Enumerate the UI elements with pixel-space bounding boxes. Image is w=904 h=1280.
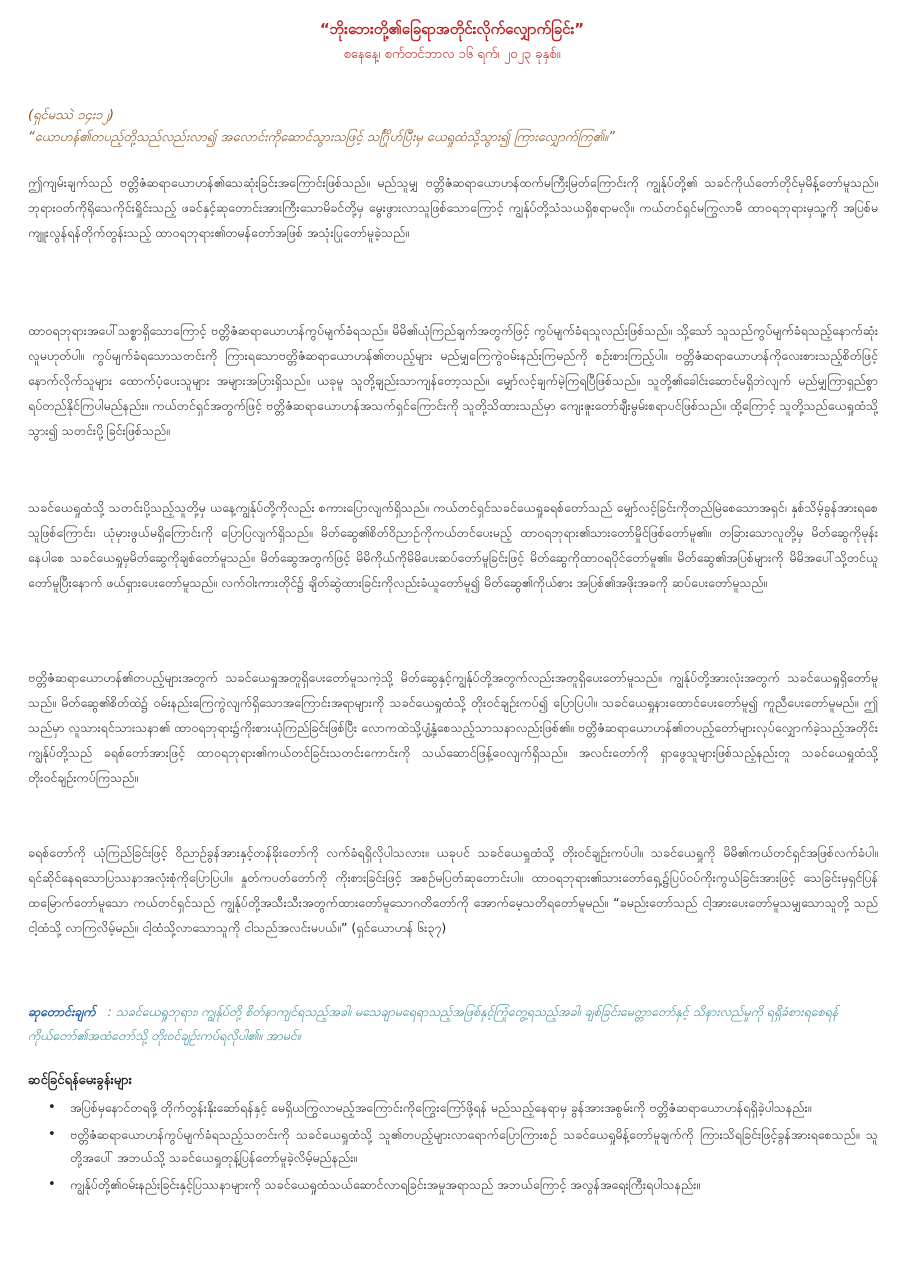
body-paragraph: ဤကျမ်းချက်သည် ဗတ္တိဇံဆရာယောဟန်၏သေဆုံးခြင်းအကြောင်းဖြစ်သည်။ မည်သူမျှ ဗတ္တိဇံဆရာယောဟန်ထက်မကြီးမြတ်ကြောင်းကို ကျွန်ုပ်တို့၏ သခင်ကိုယ်တော်တိုင်မှမိန့်တော်မူသည်။ ဘုရားဝတ်ကိုရိုသေကိုင်းရှိုင်းသည့် ဖခင်နှင့်ဆုတောင်းအားကြီးသောမိခင်တို့မှ မွေးဖွားလာသူဖြစ်သောကြောင့် ကျွန်ုပ်တို့သံသယရှိစရာမလို။ ကယ်တင်ရှင်မကြွလာမီ ထာဝရဘုရားမှသူ့ကို အပြစ်မကျူးလွန်ရန်တိုက်တွန်းသည့် ထာဝရဘုရား၏တမန်တော်အဖြစ် အသုံးပြုတော်မူခဲ့သည်။ xyxy=(28,175,878,240)
body-paragraph: ထာဝရဘုရားအပေါ်သစ္စာရှိသောကြောင့် ဗတ္တိဇံဆရာယောဟန်ကွပ်မျက်ခံရသည်။ မိမိ၏ယုံကြည်ချက်အတွက်ဖြင့် ကွပ်မျက်ခံရသူလည်းဖြစ်သည်။ သို့သော် သူသည်ကွပ်မျက်ခံရသည့်နောက်ဆုံးလူမဟုတ်ပါ။ ကွပ်မျက်ခံရသောသတင်းကို ကြားရသောဗတ္တိဇံဆရာယောဟန်၏တပည့်များ မည်မျှကြေကွဲဝမ်းနည်းကြမည်ကို စဉ်းစားကြည့်ပါ။ ဗတ္တိဇံဆရာယောဟန်ကိုလေးစားသည့်စိတ်ဖြင့် နောက်လိုက်သူများ ထောက်ပံ့ပေးသူများ အများအပြားရှိသည်။ ယခုမူ သူတို့ချည်းသာကျန်တော့သည်။ မျှော်လင့်ချက်မဲ့ကြရပြီဖြစ်သည်။ သူတို့၏ခေါင်းဆောင်မရှိဘဲလျက် မည်မျှကြာရှည်စွာ ရပ်တည်နိုင်ကြပါမည်နည်း။ ကယ်တင်ရှင်အတွက်ဖြင့် ဗတ္တိဇံဆရာယောဟန်အသက်ရှင်ကြောင်းကို သူတို့သိထားသည်မှာ ကျေးဇူးတော်ချီးမွမ်းစရာပင်ဖြစ်သည်။ ထို့ကြောင့် သူတို့သည်ယေရှုထံသို့သွား၍ သတင်းပို့ခြင်းဖြစ်သည်။ xyxy=(28,323,878,438)
prayer-label: ဆုတောင်းချက် xyxy=(28,1004,96,1019)
prayer-text: : သခင်ယေရှုဘုရား၊ ကျွန်ုပ်တို့ စိတ်နာကျင်ရသည့်အခါ၊ မသေချာမရေရာသည့်အဖြစ်နှင့်ကြုံတွေ့ရသည့်အခါ၊ ချစ်ခြင်းမေတ္တာတော်နှင့် သိနားလည်မှုကို ရရှိခံစားရစေရန် ကိုယ်တော်၏အထံတော်သို့ တိုးဝင်ချဉ်းကပ်ရလိုပါ၏။ အာမင်။ xyxy=(28,1004,839,1043)
bullet-icon: • xyxy=(48,1127,56,1142)
body-paragraph: ခရစ်တော်ကို ယုံကြည်ခြင်းဖြင့် ဝိညာဉ်ခွန်အားနှင့်တန်ခိုးတော်ကို လက်ခံရရှိလိုပါသလား။ ယခုပင် သခင်ယေရှုထံသို့ တိုးဝင်ချဉ်းကပ်ပါ။ သခင်ယေရှုကို မိမိ၏ကယ်တင်ရှင်အဖြစ်လက်ခံပါ။ ရင်ဆိုင်နေရသောပြဿနာအလုံးစုံကိုပြောပြပါ။ နှုတ်ကပတ်တော်ကို ကိုးစားခြင်းဖြင့် အစဉ်မပြတ်ဆုတောင်းပါ။ ထာဝရဘုရား၏သားတော်ရှေ့၌ပြပ်ဝပ်ကိုးကွယ်ခြင်းအားဖြင့် သေခြင်းမှရှင်ပြန်ထမြောက်တော်မူသော ကယ်တင်ရှင်သည် ကျွန်ုပ်တို့အသီးသီးအတွက်ထားတော်မူသောဂတိတော်ကို အောက်မေ့သတိရတော်မူမည်။ “ခမည်းတော်သည် ငါ့အားပေးတော်မူသမျှသောသူတို့ သည်ငါ့ထံသို့ လာကြလိမ့်မည်။ ငါ့ထံသို့လာသောသူကို ငါသည်အလင်းမပယ်။” (ရှင်ယောဟန် ၆း၃၇) xyxy=(28,845,878,935)
discussion-list xyxy=(28,1096,878,1196)
page-title: “ဘိုးဘေးတို့၏ခြေရာအတိုင်းလိုက်လျှောက်ခြင်း” xyxy=(319,20,585,38)
discussion-title: ဆင်ခြင်ရန်မေးခွန်းများ xyxy=(28,1073,132,1088)
prayer-block xyxy=(28,1000,878,1048)
page-header xyxy=(0,18,904,66)
bullet-icon: • xyxy=(48,1177,56,1192)
list-item xyxy=(28,1123,878,1169)
scripture-quote xyxy=(28,105,878,149)
page-date: စနေနေ့၊ စက်တင်ဘာလ ၁၆ ရက်၊ ၂၀၂၃ ခုနှစ်။ xyxy=(343,47,561,62)
question-text: ဗတ္တိဇံဆရာယောဟန်ကွပ်မျက်ခံရသည့်သတင်းကို သခင်ယေရှုထံသို့ သူ၏တပည့်များလာရောက်ပြောကြားစဉ် သခင်ယေရှုမိန့်တော်မူချက်ကို ကြားသိရခြင်းဖြင့်ခွန်အားရစေသည်။ သူတို့အပေါ် အဘယ်သို့ သခင်ယေရှုတုန့်ပြန်တော်မူခဲ့လိမ့်မည်နည်း။ xyxy=(70,1127,878,1165)
body-paragraph: ဗတ္တိဇံဆရာယောဟန်၏တပည့်များအတွက် သခင်ယေရှုအတူရှိပေးတော်မူသကဲ့သို့ မိတ်ဆွေနှင့်ကျွန်ုပ်တို့အတွက်လည်းအတူရှိပေးတော်မူသည်။ ကျွန်ုပ်တို့အားလုံးအတွက် သခင်ယေရှုရှိတော်မူသည်။ မိတ်ဆွေ၏စိတ်ထဲ၌ ဝမ်းနည်းကြေကွဲလျက်ရှိသောအကြောင်းအရာများကို သခင်ယေရှုထံသို့ တိုးဝင်ချဉ်းကပ်၍ ပြောပြပါ။ သခင်ယေရှုနားထောင်ပေးတော်မူ၍ ကူညီပေးတော်မူမည်။ ဤသည်မှာ လူသားရင်သားသနာ၏ ထာဝရဘုရား၌ကိုးစားယုံကြည်ခြင်းဖြစ်ပြီး လောကထဲသို့ပျံ့နှံ့စေသည့်သာသနာလည်းဖြစ်၏။ ဗတ္တိဇံဆရာယောဟန်၏တပည့်တော်များလုပ်လျှောက်ခဲ့သည့်အတိုင်း ကျွန်ုပ်တို့သည် ခရစ်တော်အားဖြင့် ထာဝရဘုရား၏ကယ်တင်ခြင်းသတင်းကောင်းကို သယ်ဆောင်ဖြန့်ဝေလျက်ရှိသည်။ အလင်းတော်ကို ရှာဖွေသူများဖြစ်သည့်နည်းတူ သခင်ယေရှုထံသို့ တိုးဝင်ချဉ်းကပ်ကြသည်။ xyxy=(28,670,878,785)
discussion-section xyxy=(28,1070,878,1200)
scripture-reference: (ရှင်မဿဲ ၁၄း၁၂) xyxy=(28,108,114,123)
question-text: အပြစ်မှနောင်တရဖို့ တိုက်တွန်းနိုးဆော်ရန်နှင့် မေရှိယကြွလာမည့်အကြောင်းကိုကြွေးကြော်ဖို့ရန် မည်သည့်နေရာမှ ခွန်အားအစွမ်းကို ဗတ္တိဇံဆရာယောဟန်ရရှိခဲ့ပါသနည်း။ xyxy=(70,1100,812,1115)
list-item xyxy=(28,1096,878,1119)
bullet-icon: • xyxy=(48,1100,56,1115)
question-text: ကျွန်ုပ်တို့၏ဝမ်းနည်းခြင်းနှင့်ပြဿနာများကို သခင်ယေရှုထံသယ်ဆောင်လာရခြင်းအမှုအရာသည် အဘယ်ကြောင့် အလွန်အရေးကြီးရပါသနည်း။ xyxy=(70,1177,701,1192)
list-item xyxy=(28,1173,878,1196)
body-paragraph: သခင်ယေရှုထံသို့ သတင်းပို့သည့်သူတို့မှ ယနေ့ကျွန်ုပ်တို့ကိုလည်း စကားပြောလျက်ရှိသည်။ ကယ်တင်ရှင်သခင်ယေရှုခရစ်တော်သည် မျှော်လင့်ခြင်းကိုတည်မြဲစေသောအရှင်၊ နှစ်သိမ့်ခွန်အားရစေသူဖြစ်ကြောင်း၊ ယုံမှားဖွယ်မရှိကြောင်းကို ပြောပြလျက်ရှိသည်။ မိတ်ဆွေ၏စိတ်ဝိညာဉ်ကိုကယ်တင်ပေးမည့် ထာဝရဘုရား၏သားတော်မှိုင်ဖြစ်တော်မူ၏။ တခြားသောလူတို့မှ မိတ်ဆွေကိုမုန်းနေပါစေ သခင်ယေရှုမှမိတ်ဆွေကိုချစ်တော်မူသည်။ မိတ်ဆွေအတွက်ဖြင့် မိမိကိုယ်ကိုမိမိပေးဆပ်တော်မူခြင်းဖြင့် မိတ်ဆွေကိုထာဝရပိုင်တော်မူ၏။ မိတ်ဆွေ၏အပြစ်များကို မိမိအပေါ်သို့တင်ယူတော်မူပြီးနောက် ဖယ်ရှားပေးတော်မူသည်။ လက်ဝါးကားတိုင်၌ ချိတ်ဆွဲထားခြင်းကိုလည်းခံယူတော်မူ၍ မိတ်ဆွေ၏ကိုယ်စား အပြစ်၏အဖိုးအခကို ဆပ်ပေးတော်မူသည်။ xyxy=(28,500,878,590)
scripture-text: “ယောဟန်၏တပည့်တို့သည်လည်းလာ၍ အလောင်းကိုဆောင်သွားသဖြင့် သင်္ဂြိုဟ်ပြီးမှ ယေရှုထံသို့သွား၍ ကြားလျှောက်ကြ၏။” xyxy=(28,130,615,145)
